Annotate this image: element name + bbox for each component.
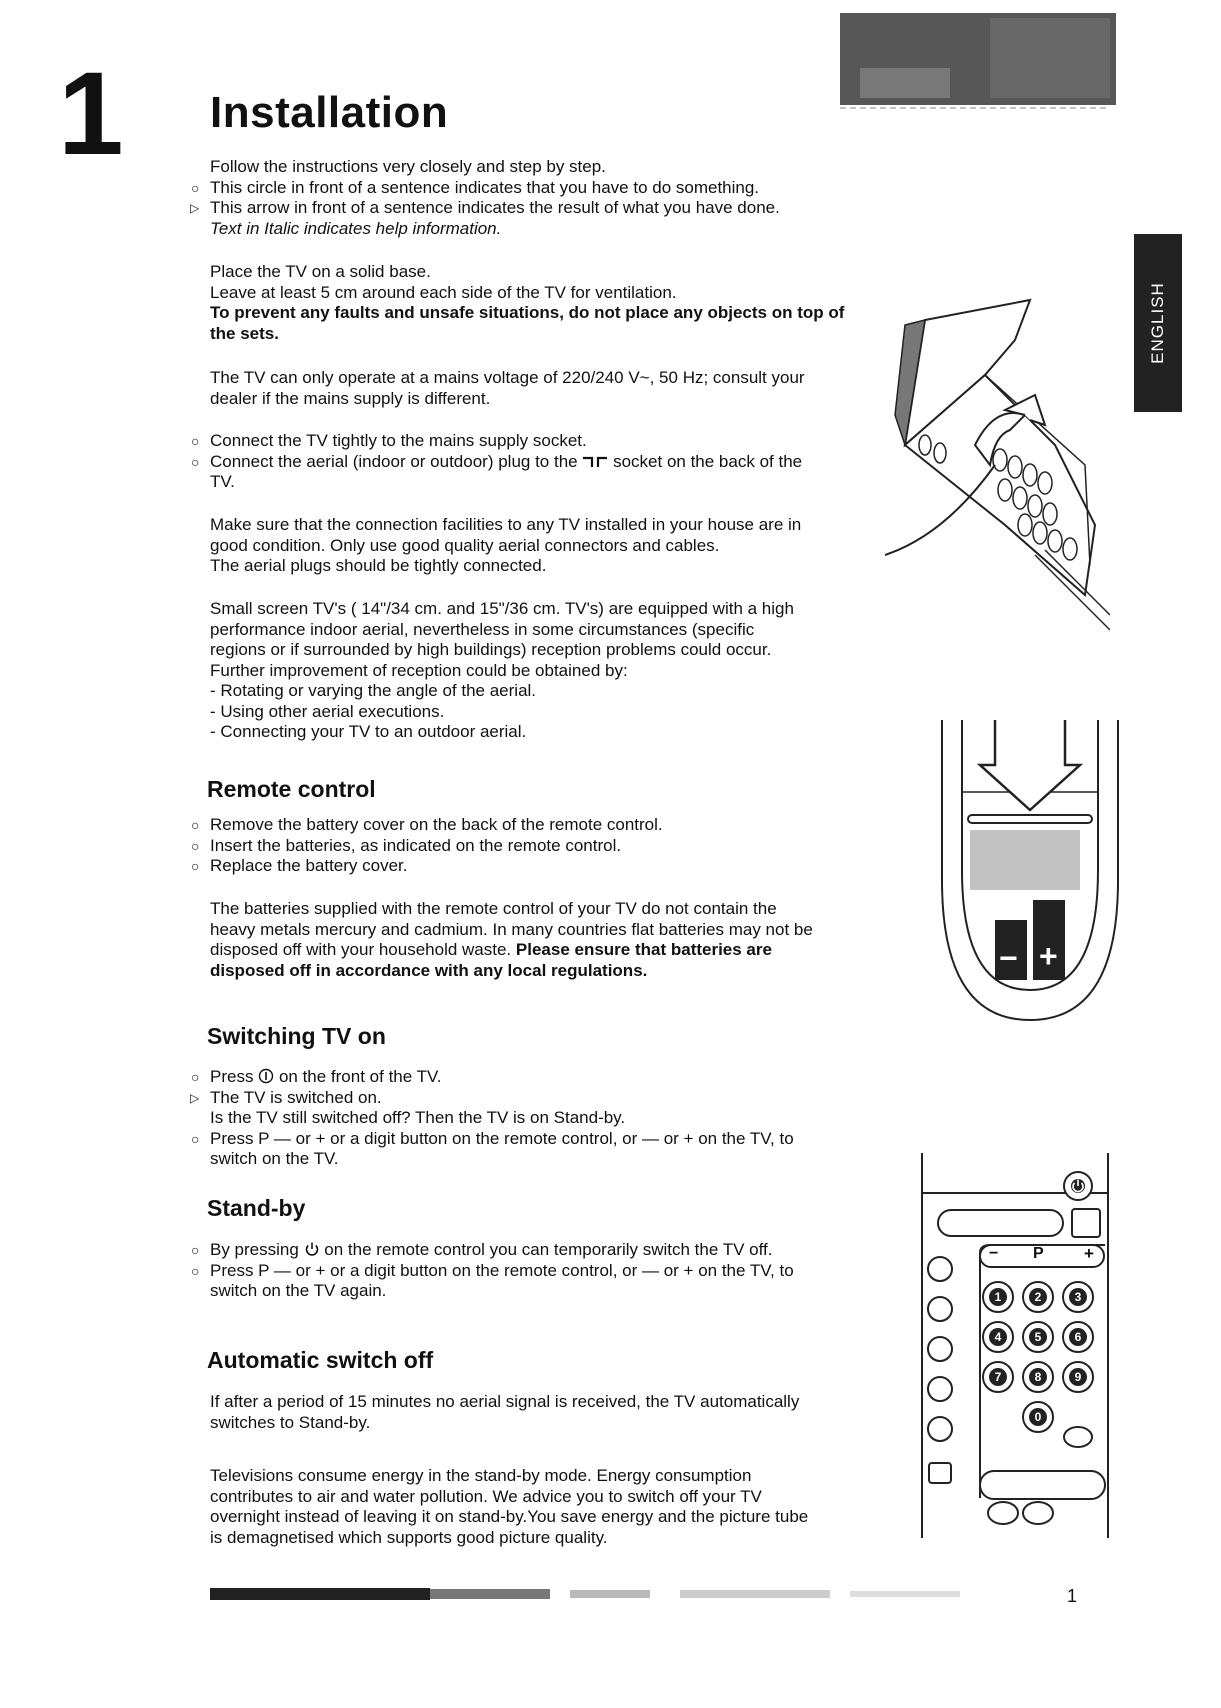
standby-step-1 bbox=[191, 1240, 910, 1261]
battery-compartment-illustration bbox=[940, 720, 1120, 1035]
connect-step-2-text-b: socket on the back of the bbox=[613, 451, 803, 471]
auto-off-line-2: switches to Stand-by. bbox=[210, 1412, 371, 1432]
arrow-bullet-icon: ▷ bbox=[190, 201, 200, 215]
digit-label: 9 bbox=[1069, 1368, 1087, 1386]
small-screen-item-2: - Using other aerial executions. bbox=[210, 701, 445, 721]
standby-steps bbox=[191, 1240, 910, 1302]
battery-note-2: heavy metals mercury and cadmium. In many countries flat batteries may not be bbox=[210, 919, 813, 939]
circle-bullet-icon: ○ bbox=[191, 817, 200, 833]
facilities-line-2: good condition. Only use good quality aerial connectors and cables. bbox=[210, 535, 720, 555]
battery-plus-label: + bbox=[1039, 938, 1058, 974]
connect-step-2-cont: TV. bbox=[210, 472, 235, 491]
connection-facilities-section bbox=[210, 515, 910, 577]
digit-button-6[interactable] bbox=[1062, 1321, 1094, 1353]
power-icon bbox=[1065, 1173, 1091, 1199]
switching-on-steps bbox=[190, 1067, 910, 1170]
intro-line-1: Follow the instructions very closely and step by step. bbox=[210, 157, 606, 176]
battery-note-3-text: disposed off with your household waste. bbox=[210, 940, 512, 959]
auto-off-heading: Automatic switch off bbox=[207, 1347, 434, 1373]
energy-line-2: contributes to air and water pollution. We advice you to switch off your TV bbox=[210, 1486, 762, 1506]
remote-step-1-text: Remove the battery cover on the back of the remote control. bbox=[210, 815, 663, 834]
switch-on-result-text: The TV is switched on. bbox=[210, 1087, 382, 1107]
digit-label: 7 bbox=[989, 1368, 1007, 1386]
small-screen-section bbox=[210, 599, 910, 743]
digit-label: 4 bbox=[989, 1328, 1007, 1346]
connect-step-1 bbox=[191, 431, 910, 452]
language-tab bbox=[1134, 234, 1182, 412]
battery-note-1: The batteries supplied with the remote control of your TV do not contain the bbox=[210, 899, 777, 918]
remote-control-heading: Remote control bbox=[207, 776, 376, 802]
battery-minus-label: − bbox=[999, 940, 1018, 976]
auto-off-line-1: If after a period of 15 minutes no aerial signal is received, the TV automatically bbox=[210, 1392, 800, 1411]
auto-off-text bbox=[210, 1392, 910, 1433]
small-screen-line-1: Small screen TV's ( 14"/34 cm. and 15"/36 cm. TV's) are equipped with a high bbox=[210, 599, 794, 618]
connect-step-1-text: Connect the TV tightly to the mains supply socket. bbox=[210, 431, 587, 450]
circle-bullet-icon: ○ bbox=[191, 858, 200, 874]
circle-bullet-icon: ○ bbox=[191, 1242, 200, 1258]
standby-power-icon bbox=[304, 1241, 320, 1257]
intro-line-2-text: This circle in front of a sentence indicates that you have to do something. bbox=[210, 177, 760, 197]
remote-step-3-text: Replace the battery cover. bbox=[210, 856, 408, 875]
digit-button-1[interactable] bbox=[982, 1281, 1014, 1313]
switch-on-step-2 bbox=[191, 1128, 910, 1150]
circle-bullet-icon: ○ bbox=[191, 179, 200, 196]
small-screen-line-4: Further improvement of reception could be obtained by: bbox=[210, 660, 628, 680]
digit-button-0[interactable] bbox=[1022, 1401, 1054, 1433]
standby-heading: Stand-by bbox=[207, 1195, 306, 1221]
intro-line-3 bbox=[190, 198, 910, 219]
remote-control-steps bbox=[191, 815, 910, 877]
circle-bullet-icon: ○ bbox=[191, 453, 200, 470]
digit-label: 1 bbox=[989, 1288, 1007, 1306]
intro-line-3-text: This arrow in front of a sentence indicates the result of what you have done. bbox=[210, 198, 780, 217]
digit-label: 5 bbox=[1029, 1328, 1047, 1346]
language-tab-label: ENGLISH bbox=[1148, 282, 1167, 364]
remote-control-note bbox=[210, 899, 910, 981]
connect-step-2 bbox=[191, 451, 910, 473]
digit-label: 3 bbox=[1069, 1288, 1087, 1306]
mains-line-2: dealer if the mains supply is different. bbox=[210, 388, 491, 408]
small-screen-line-2: performance indoor aerial, nevertheless in some circumstances (specific bbox=[210, 619, 755, 639]
switching-on-heading: Switching TV on bbox=[207, 1023, 386, 1049]
switch-on-step-2-cont: switch on the TV. bbox=[210, 1149, 339, 1168]
circle-bullet-icon: ○ bbox=[191, 837, 200, 854]
small-screen-item-3: - Connecting your TV to an outdoor aerial. bbox=[210, 722, 527, 741]
battery-note-3-bold: Please ensure that batteries are bbox=[515, 940, 772, 959]
battery-note-4: disposed off in accordance with any local regulations. bbox=[210, 960, 648, 980]
mains-line-1: The TV can only operate at a mains voltage of 220/240 V~, 50 Hz; consult your bbox=[210, 368, 805, 387]
circle-bullet-icon: ○ bbox=[191, 1130, 200, 1147]
chapter-number: 1 bbox=[58, 48, 124, 180]
mains-section bbox=[210, 368, 910, 409]
standby-step-1-text-a: By pressing bbox=[210, 1240, 299, 1259]
p-label: P bbox=[1033, 1245, 1044, 1262]
standby-step-2-cont: switch on the TV again. bbox=[210, 1281, 387, 1300]
small-screen-item-1: - Rotating or varying the angle of the aerial. bbox=[210, 681, 537, 700]
digit-label: 2 bbox=[1029, 1288, 1047, 1306]
p-plus-label: + bbox=[1084, 1244, 1094, 1263]
digit-label: 0 bbox=[1029, 1408, 1047, 1426]
placement-section bbox=[210, 262, 910, 344]
circle-bullet-icon: ○ bbox=[191, 1069, 200, 1085]
digit-button-7[interactable] bbox=[982, 1361, 1014, 1393]
remote-step-2 bbox=[191, 835, 910, 857]
digit-button-3[interactable] bbox=[1062, 1281, 1094, 1313]
scan-artifact-top bbox=[840, 8, 1120, 113]
switch-on-step-1 bbox=[191, 1067, 910, 1088]
energy-note bbox=[210, 1466, 910, 1548]
standby-step-2 bbox=[191, 1260, 910, 1282]
switch-on-result bbox=[190, 1087, 910, 1109]
digit-button-4[interactable] bbox=[982, 1321, 1014, 1353]
remote-outline bbox=[920, 1153, 1120, 1543]
intro-section bbox=[190, 157, 910, 239]
energy-line-1: Televisions consume energy in the stand-by mode. Energy consumption bbox=[210, 1466, 752, 1485]
digit-label: 8 bbox=[1029, 1368, 1047, 1386]
standby-button[interactable] bbox=[1063, 1171, 1093, 1201]
remote-step-2-text: Insert the batteries, as indicated on the remote control. bbox=[210, 835, 622, 855]
switch-on-help: Is the TV still switched off? Then the TV is on Stand-by. bbox=[210, 1108, 626, 1127]
circle-bullet-icon: ○ bbox=[191, 1262, 200, 1279]
digit-button-8[interactable] bbox=[1022, 1361, 1054, 1393]
standby-step-2-text: Press P — or + or a digit button on the remote control, or — or + on the TV, to bbox=[210, 1260, 794, 1280]
aerial-socket-icon bbox=[582, 456, 608, 468]
switch-on-step-1-text-a: Press bbox=[210, 1067, 254, 1086]
energy-line-3: overnight instead of leaving it on stand-by.You save energy and the picture tube bbox=[210, 1507, 809, 1526]
small-screen-line-3: regions or if surrounded by high buildings) reception problems could occur. bbox=[210, 640, 772, 659]
mains-power-icon bbox=[258, 1068, 274, 1084]
facilities-line-3: The aerial plugs should be tightly connected. bbox=[210, 556, 547, 575]
circle-bullet-icon: ○ bbox=[191, 433, 200, 449]
aerial-connection-illustration bbox=[885, 295, 1110, 635]
intro-line-2 bbox=[191, 177, 910, 199]
connect-section bbox=[191, 431, 910, 493]
digit-button-9[interactable] bbox=[1062, 1361, 1094, 1393]
switch-on-step-2-text: Press P — or + or a digit button on the remote control, or — or + on the TV, to bbox=[210, 1128, 794, 1148]
switch-on-step-1-text-b: on the front of the TV. bbox=[278, 1067, 442, 1086]
placement-line-1: Place the TV on a solid base. bbox=[210, 262, 431, 281]
page-number: 1 bbox=[1067, 1586, 1078, 1606]
remote-step-1 bbox=[191, 815, 910, 836]
scan-artifact-bottom bbox=[210, 1582, 1000, 1606]
page-title: Installation bbox=[210, 88, 449, 137]
remote-step-3 bbox=[191, 856, 910, 877]
placement-line-2: Leave at least 5 cm around each side of the TV for ventilation. bbox=[210, 282, 677, 302]
battery-note-3 bbox=[210, 940, 910, 961]
placement-warning-2: the sets. bbox=[210, 323, 279, 343]
digit-label: 6 bbox=[1069, 1328, 1087, 1346]
digit-button-5[interactable] bbox=[1022, 1321, 1054, 1353]
intro-line-4: Text in Italic indicates help information. bbox=[210, 218, 502, 238]
remote-keypad-illustration bbox=[920, 1153, 1120, 1543]
placement-warning-1: To prevent any faults and unsafe situations, do not place any objects on top of bbox=[210, 303, 845, 322]
facilities-line-1: Make sure that the connection facilities to any TV installed in your house are in bbox=[210, 515, 802, 534]
arrow-bullet-icon: ▷ bbox=[190, 1090, 200, 1105]
connect-step-2-text-a: Connect the aerial (indoor or outdoor) plug to the bbox=[210, 451, 578, 471]
digit-button-2[interactable] bbox=[1022, 1281, 1054, 1313]
standby-step-1-text-b: on the remote control you can temporarily switch the TV off. bbox=[324, 1240, 773, 1259]
energy-line-4: is demagnetised which supports good picture quality. bbox=[210, 1527, 608, 1547]
p-minus-label: − bbox=[989, 1245, 999, 1262]
